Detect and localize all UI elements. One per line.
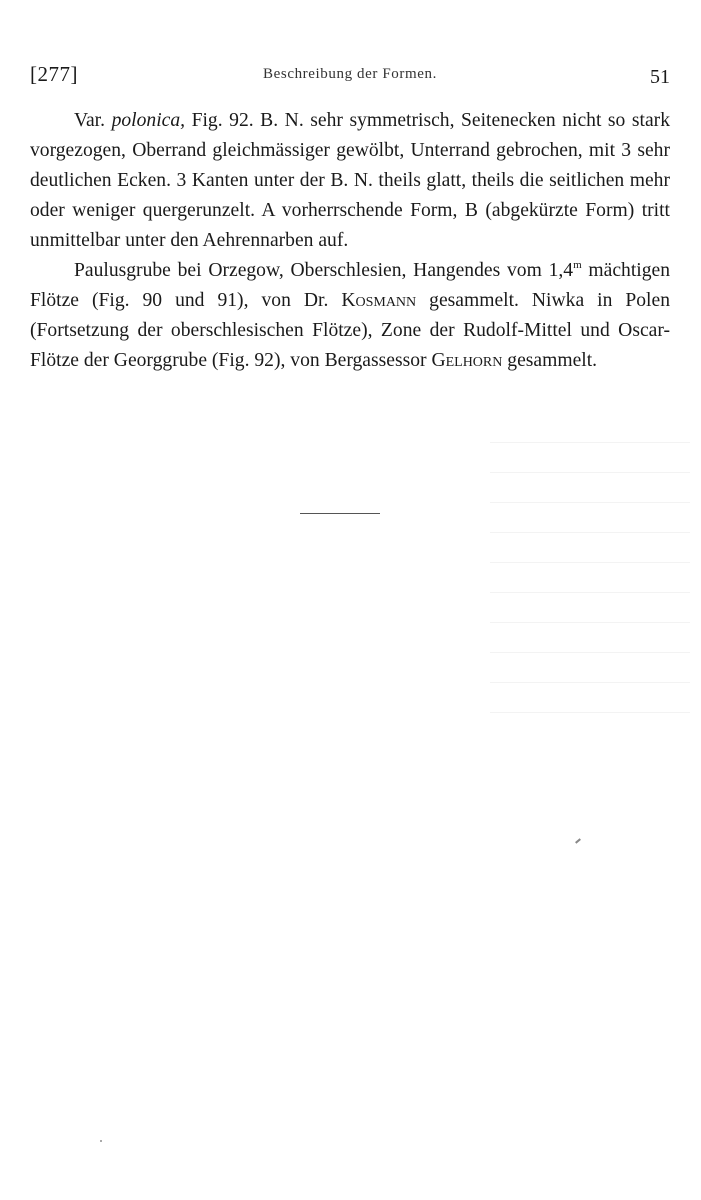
text-run: mächtigen Flötze (Fig. 90 und 91), von Dr. [30,260,670,311]
section-divider [300,513,380,514]
text-run: Paulusgrube bei Orzegow, Oberschlesien, Hangendes vom 1,4 [74,260,574,281]
paper-speck [575,838,581,843]
collector-name: Kosmann [341,290,417,311]
text-run: gesammelt. [502,350,598,371]
collector-name: Gelhorn [431,350,503,371]
page-number: 51 [650,66,670,88]
running-title: Beschreibung der Formen. [263,66,437,82]
text-run: gesammelt. Niwka in Polen (Fortsetzung der oberschlesischen Flötze), Zone der Rudolf-Mittel und Oscar-Flötze der Georggrube (Fig. 92), von Bergassessor [30,290,670,371]
unit-superscript: m [573,259,582,271]
text-run: Fig. 92. B. N. sehr symmetrisch, Seitenecken nicht so stark vorgezogen, Oberrand gleichmässiger gewölbt, Unterrand gebrochen, mit 3 sehr deutlichen Ecken. 3 Kanten unter der B. N. theils glatt, theils die seitlichen mehr oder weniger quergerunzelt. A vorherrschende Form, B (abgekürzte Form) tritt unmittelbar unter den Aehrennarben auf. [30,110,670,251]
body-text [30,106,670,376]
show-through-bleed [490,420,690,740]
paragraph-variety-description [30,106,670,256]
paragraph-locality [30,256,670,376]
variety-name: polonica, [111,110,186,131]
text-run: Var. [74,110,112,131]
page-header [30,62,670,92]
paper-speck [100,1140,102,1142]
page-number-bracketed: [277] [30,62,78,86]
